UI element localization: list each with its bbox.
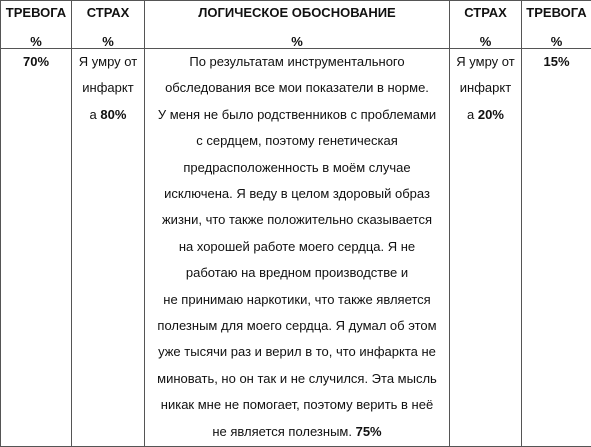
record-row: [1, 49, 591, 447]
logical-reasoning-text: По результатам инструментального обследования все мои показатели в норме. У меня не было родственников с проблемами с сердцем, поэтому генетическая предрасположенность в моём случае исключена. Я веду в целом здоровый образ жизни, что также положительно сказывается на хорошей работе моего сердца. Я не работаю на вредном производстве и не принимаю наркотики, что также является полезным для моего сердца. Я думал об этом уже тысячи раз и верил в то, что инфаркта не миновать, но он так и не случился. Эта мысль никак мне не помогает, поэтому верить в неё не является полезным. 75%: [157, 54, 437, 439]
fear-after-cell: [450, 49, 522, 447]
header-row: [1, 1, 591, 49]
fear-after-text: Я умру от инфаркт а 20%: [456, 54, 515, 122]
header-fear-after: СТРАХ %: [450, 1, 522, 49]
logical-reasoning-cell: [145, 49, 450, 447]
fear-before-cell: [72, 49, 145, 447]
anxiety-after-cell: [522, 49, 591, 447]
anxiety-before-cell: [1, 49, 72, 447]
anxiety-before-value: 70%: [22, 54, 50, 69]
fear-before-value: 80%: [100, 106, 127, 122]
header-anxiety-after: ТРЕВОГА %: [522, 1, 591, 49]
fear-after-value: 20%: [477, 106, 504, 122]
reasoning-value: 75%: [355, 423, 382, 439]
header-fear-before: СТРАХ %: [72, 1, 145, 49]
header-anxiety-before: ТРЕВОГА %: [1, 1, 72, 49]
fear-before-text: Я умру от инфаркт а 80%: [78, 54, 138, 122]
header-logical-reasoning: ЛОГИЧЕСКОЕ ОБОСНОВАНИЕ %: [145, 1, 450, 49]
anxiety-after-value: 15%: [543, 54, 570, 69]
